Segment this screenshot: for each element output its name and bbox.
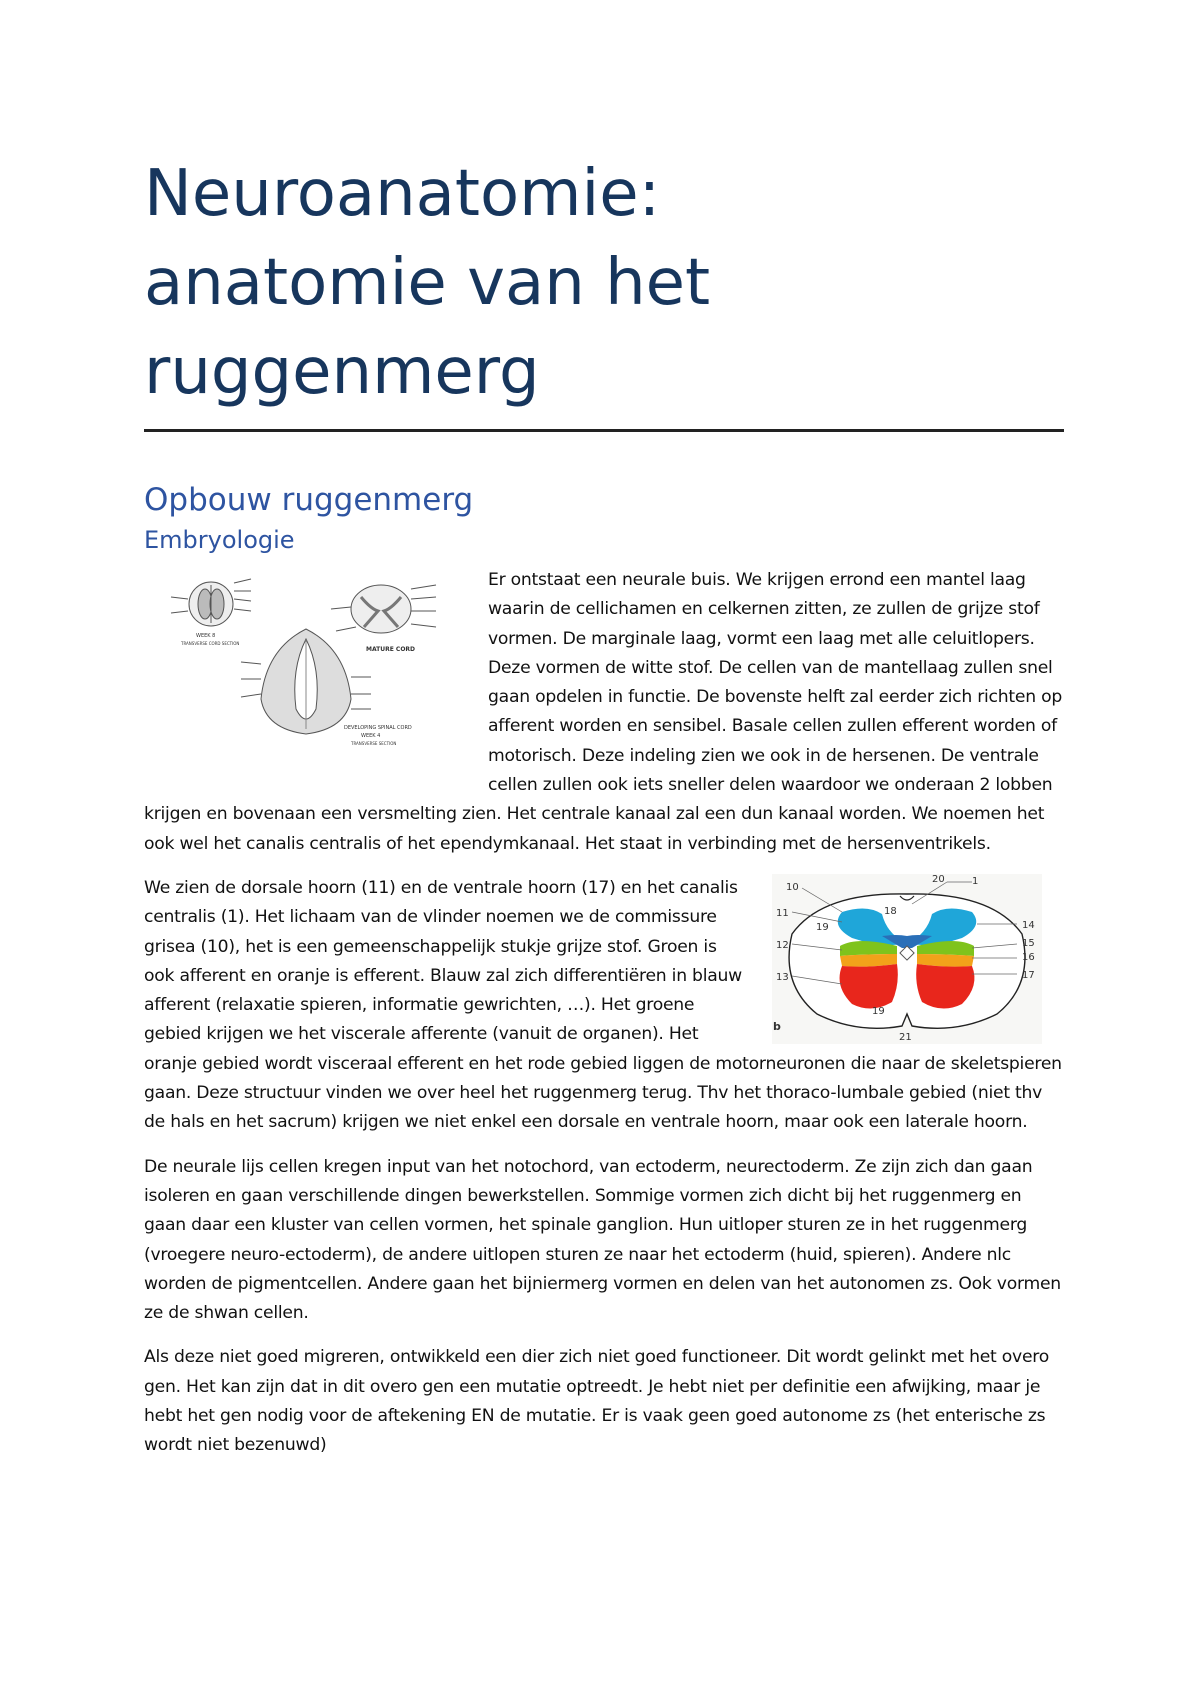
embryology-figure xyxy=(156,569,456,769)
num-13: 13 xyxy=(776,971,789,983)
num-16: 16 xyxy=(1022,951,1035,963)
document-content xyxy=(144,150,1064,1476)
document-title xyxy=(144,150,1064,417)
num-17: 17 xyxy=(1022,969,1035,981)
developing-cord-drawing xyxy=(241,629,371,734)
num-1: 1 xyxy=(972,875,979,887)
num-19-top: 19 xyxy=(816,921,829,933)
paragraph-4: Als deze niet goed migreren, ontwikkeld een dier zich niet goed functioneer. Dit wordt gelinkt met het overo gen. Het kan zijn dat in dit overo gen een mutatie optreedt. Je hebt niet per definitie een afwijking, maar je hebt het gen nodig voor de aftekening EN de mutatie. Er is vaak geen goed autonome zs (het enterische zs wordt niet bezenuwd) xyxy=(144,1347,1049,1456)
paragraph-2: We zien de dorsale hoorn (11) en de ventrale hoorn (17) en het canalis centralis (1). Het lichaam van de vlinder noemen we de commissure grisea (10), het is een gemeenschappelijk stukje grijze stof. Groen is ook afferent en oranje is efferent. Blauw zal zich differentiëren in blauw afferent (relaxatie spieren, informatie gewrichten, …). Het groene gebied krijgen we het viscerale afferente (vanuit de organen). Het oranje gebied wordt visceraal efferent en het rode gebied liggen de motorneuronen die naar de skeletspieren gaan. Deze structuur vinden we over heel het ruggenmerg terug. Thv het thoraco-lumbale gebied (niet thv de hals en het sacrum) krijgen we niet enkel een dorsale en ventrale hoorn, maar ook een laterale hoorn. xyxy=(144,877,1062,1133)
cord-outline xyxy=(789,894,1025,1028)
week8-section-drawing xyxy=(171,579,251,626)
orange-region-right xyxy=(917,954,974,967)
num-12: 12 xyxy=(776,939,789,951)
fig1-label-week4: WEEK 4 xyxy=(361,733,381,739)
subsection-heading: Embryologie xyxy=(144,526,295,554)
num-19-bottom: 19 xyxy=(872,1005,885,1017)
num-10: 10 xyxy=(786,881,799,893)
fig1-label-developing: DEVELOPING SPINAL CORD xyxy=(344,725,412,731)
num-11: 11 xyxy=(776,907,789,919)
title-underline xyxy=(144,429,1064,432)
paragraph-3: De neurale lijs cellen kregen input van het notochord, van ectoderm, neurectoderm. Ze zijn zich dan gaan isoleren en gaan verschillende dingen bewerkstellen. Sommige vormen zich dicht bij het ruggenmerg en gaan daar een kluster van cellen vormen, het spinale ganglion. Hun uitloper sturen ze in het ruggenmerg (vroegere neuro-ectoderm), de andere uitlopen sturen ze naar het ectoderm (huid, spieren). Andere nlc worden de pigmentcellen. Andere gaan het bijniermerg vormen en delen van het autonomen zs. Ook vormen ze de shwan cellen. xyxy=(144,1156,1061,1324)
fig1-label-mature-cord: MATURE CORD xyxy=(366,646,416,653)
paragraph-1: Er ontstaat een neurale buis. We krijgen errond een mantel laag waarin de cellichamen en celkernen zitten, ze zullen de grijze stof vormen. De marginale laag, vormt een laag met alle celuitlopers. Deze vormen de witte stof. De cellen van de mantellaag zullen snel gaan opdelen in functie. De bovenste helft zal eerder zich richten op afferent worden en sensibel. Basale cellen zullen efferent worden of motorisch. Deze indeling zien we ook in de hersenen. De ventrale cellen zullen ook iets sneller delen waardoor we onderaan 2 lobben krijgen en bovenaan een versmelting zien. Het centrale kanaal zal een dun kanaal worden. We noemen het ook wel het canalis centralis of het ependymkanaal. Het staat in verbinding met de hersenventrikels. xyxy=(144,570,1062,854)
spinal-cord-diagram xyxy=(772,874,1042,1044)
num-15: 15 xyxy=(1022,937,1035,949)
num-18: 18 xyxy=(884,905,897,917)
title-line-1: Neuroanatomie: xyxy=(144,157,661,231)
fig1-label-transverse-cord: TRANSVERSE CORD SECTION xyxy=(181,641,240,646)
mature-cord-drawing xyxy=(331,585,436,633)
num-20: 20 xyxy=(932,873,945,885)
title-line-2: anatomie van het xyxy=(144,246,711,320)
section-heading: Opbouw ruggenmerg xyxy=(144,482,474,518)
fig1-label-week8: WEEK 8 xyxy=(196,633,216,639)
num-21: 21 xyxy=(899,1031,912,1043)
fig1-label-transverse-section: TRANSVERSE SECTION xyxy=(351,741,397,746)
num-14: 14 xyxy=(1022,919,1035,931)
panel-letter-b: b xyxy=(773,1019,781,1033)
orange-region-left xyxy=(840,954,897,967)
title-line-3: ruggenmerg xyxy=(144,335,540,409)
